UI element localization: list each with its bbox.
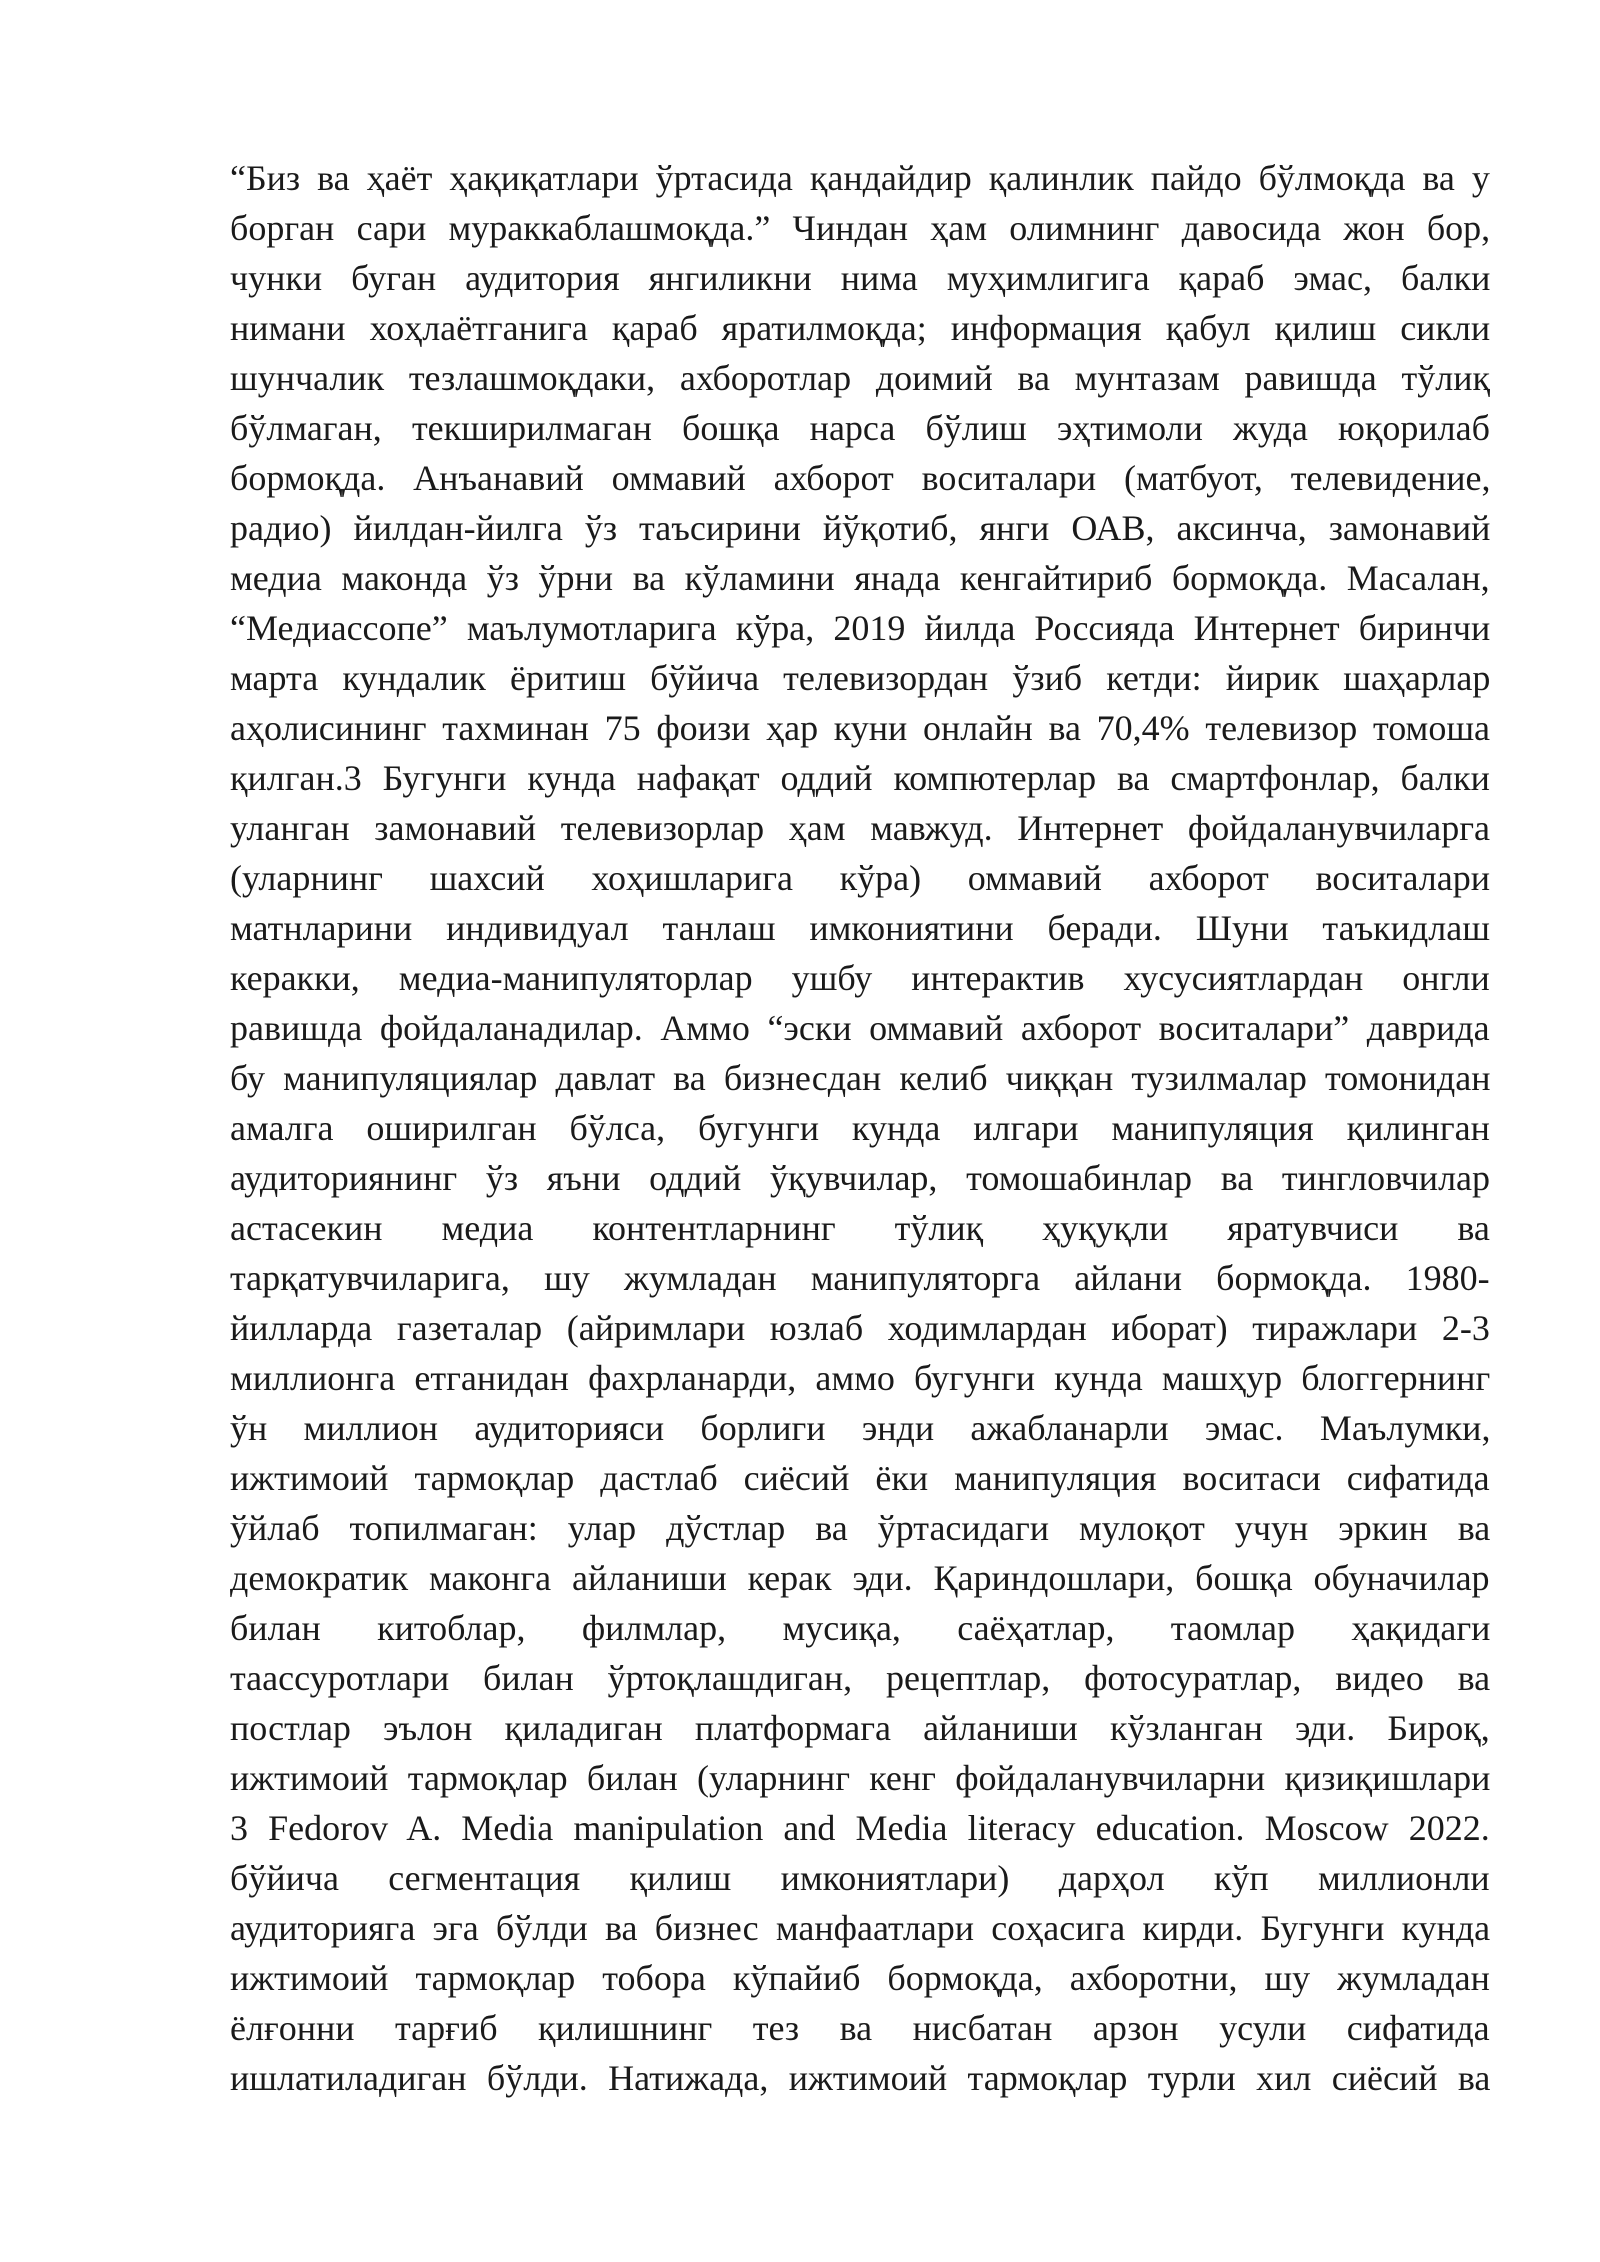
text-line: борган сари мураккаблашмоқда.” Чиндан ҳам олимнинг давосида жон бор, [230,208,1490,248]
text-line: керакки, медиа-манипуляторлар ушбу интерактив хусусиятлардан онгли [230,958,1490,998]
text-line: билан китоблар, филмлар, мусиқа, саёҳатлар, таомлар ҳақидаги [230,1608,1490,1648]
text-line: бўйича сегментация қилиш имкониятлари) дарҳол кўп миллионли [230,1858,1490,1898]
text-line: ёлғонни тарғиб қилишнинг тез ва нисбатан арзон усули сифатида [230,2008,1490,2048]
text-line: равишда фойдаланадилар. Аммо “эски оммавий ахборот воситалари” даврида [230,1008,1490,1048]
text-line: медиа маконда ўз ўрни ва кўламини янада кенгайтириб бормоқда. Масалан, [230,558,1490,598]
text-line: йилларда газеталар (айримлари юзлаб ходимлардан иборат) тиражлари 2-3 [230,1308,1490,1348]
text-line: марта кундалик ёритиш бўйича телевизордан ўзиб кетди: йирик шаҳарлар [230,658,1490,698]
text-line: ўн миллион аудиторияси борлиги энди ажабланарли эмас. Маълумки, [230,1408,1490,1448]
text-line: радио) йилдан-йилга ўз таъсирини йўқотиб, янги ОАВ, аксинча, замонавий [230,508,1490,548]
text-line: ижтимоий тармоқлар билан (уларнинг кенг фойдаланувчиларни қизиқишлари [230,1758,1490,1798]
text-line: бормоқда. Анъанавий оммавий ахборот воситалари (матбуот, телевидение, [230,458,1490,498]
text-line: шунчалик тезлашмоқдаки, ахборотлар доимий ва мунтазам равишда тўлиқ [230,358,1490,398]
footnote-line: 3 Fedorov A. Media manipulation and Media literacy education. Moscow 2022. [230,1808,1490,1848]
text-line: ижтимоий тармоқлар дастлаб сиёсий ёки манипуляция воситаси сифатида [230,1458,1490,1498]
text-line: “Медиассопе” маълумотларига кўра, 2019 йилда Россияда Интернет биринчи [230,608,1490,648]
text-line: ўйлаб топилмаган: улар дўстлар ва ўртасидаги мулоқот учун эркин ва [230,1508,1490,1548]
text-line: демократик маконга айланиши керак эди. Қариндошлари, бошқа обуначилар [230,1558,1490,1598]
text-line: аудиториянинг ўз яъни оддий ўқувчилар, томошабинлар ва тингловчилар [230,1158,1490,1198]
text-line: қилган.3 Бугунги кунда нафақат оддий компютерлар ва смартфонлар, балки [230,758,1490,798]
text-line: уланган замонавий телевизорлар ҳам мавжуд. Интернет фойдаланувчиларга [230,808,1490,848]
text-line: миллионга етганидан фахрланарди, аммо бугунги кунда машҳур блоггернинг [230,1358,1490,1398]
text-line: матнларини индивидуал танлаш имкониятини беради. Шуни таъкидлаш [230,908,1490,948]
text-line: ишлатиладиган бўлди. Натижада, ижтимоий тармоқлар турли хил сиёсий ва [230,2058,1490,2098]
text-line: бу манипуляциялар давлат ва бизнесдан келиб чиққан тузилмалар томонидан [230,1058,1490,1098]
text-line: аудиторияга эга бўлди ва бизнес манфаатлари соҳасига кирди. Бугунги кунда [230,1908,1490,1948]
text-line: астасекин медиа контентларнинг тўлиқ ҳуқуқли яратувчиси ва [230,1208,1490,1248]
text-line: “Биз ва ҳаёт ҳақиқатлари ўртасида қандайдир қалинлик пайдо бўлмоқда ва у [230,158,1490,198]
text-line: нимани хоҳлаётганига қараб яратилмоқда; информация қабул қилиш сикли [230,308,1490,348]
text-line: аҳолисининг тахминан 75 фоизи ҳар куни онлайн ва 70,4% телевизор томоша [230,708,1490,748]
text-line: тарқатувчиларига, шу жумладан манипуляторга айлани бормоқда. 1980- [230,1258,1490,1298]
body-text [230,153,1490,2103]
text-line: амалга оширилган бўлса, бугунги кунда илгари манипуляция қилинган [230,1108,1490,1148]
text-line: таассуротлари билан ўртоқлашдиган, рецептлар, фотосуратлар, видео ва [230,1658,1490,1698]
text-line: ижтимоий тармоқлар тобора кўпайиб бормоқда, ахборотни, шу жумладан [230,1958,1490,1998]
text-line: бўлмаган, текширилмаган бошқа нарса бўлиш эҳтимоли жуда юқорилаб [230,408,1490,448]
text-line: постлар эълон қиладиган платформага айланиши кўзланган эди. Бироқ, [230,1708,1490,1748]
text-line: (уларнинг шахсий хоҳишларига кўра) оммавий ахборот воситалари [230,858,1490,898]
text-line: чунки буган аудитория янгиликни нима муҳимлигига қараб эмас, балки [230,258,1490,298]
